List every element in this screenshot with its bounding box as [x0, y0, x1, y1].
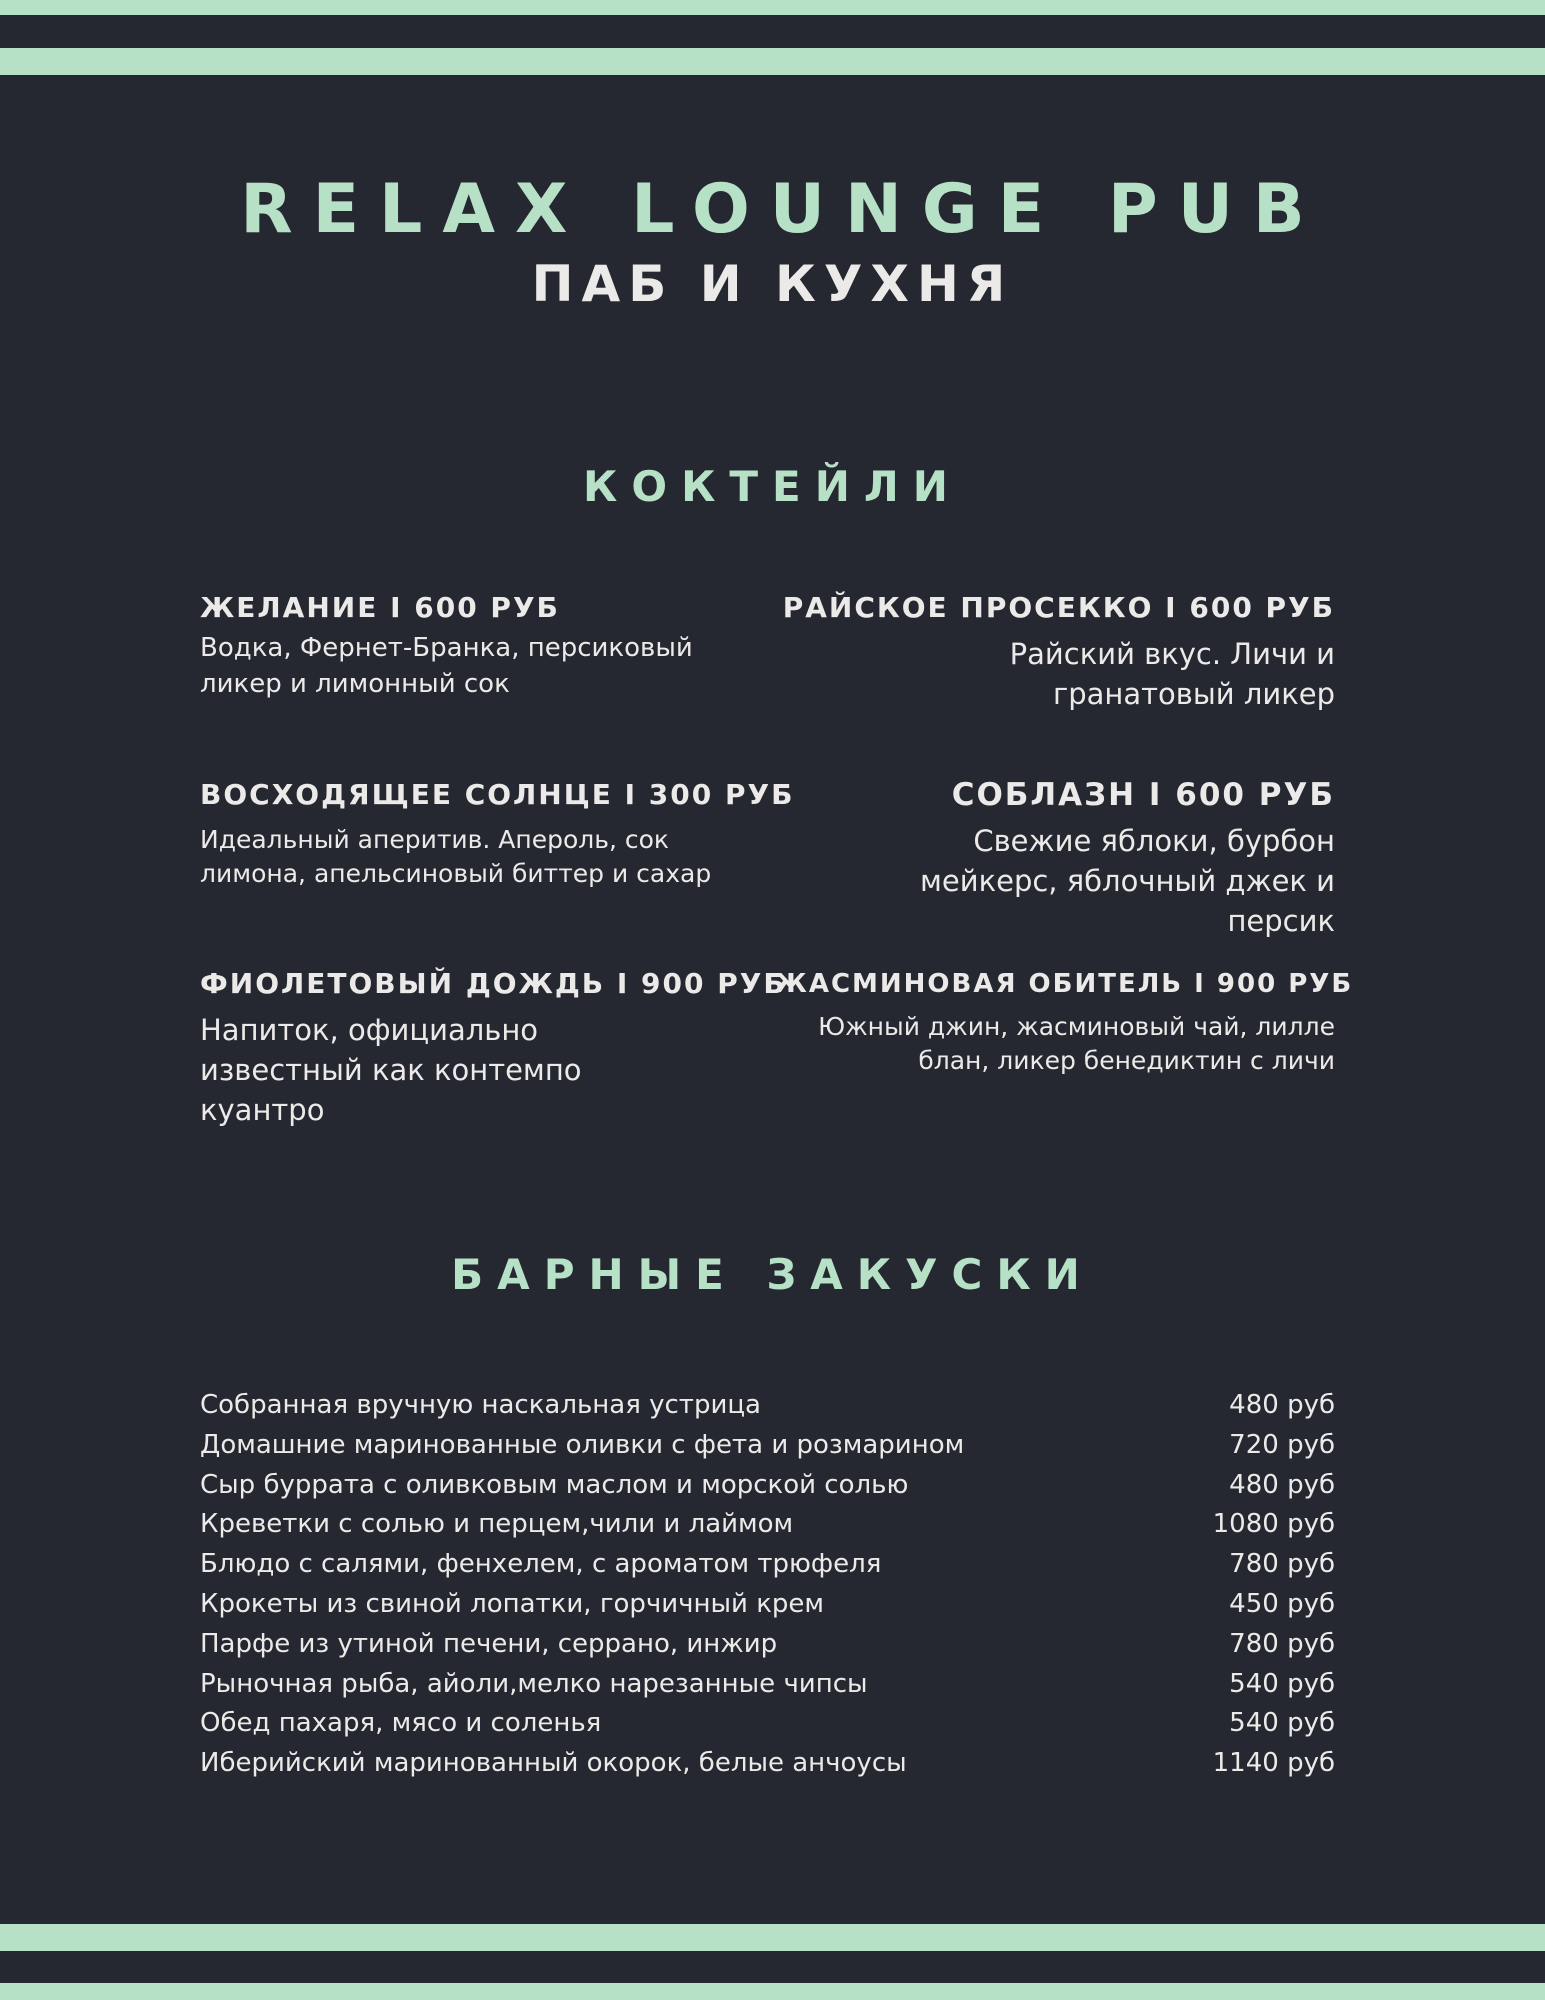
snack-row: [200, 1744, 1335, 1784]
snack-row: [200, 1704, 1335, 1744]
snack-price: 480 руб: [1229, 1469, 1335, 1500]
cocktail-item: [200, 590, 760, 702]
snack-name: Сыр буррата с оливковым маслом и морской солью: [200, 1469, 909, 1500]
snack-row: [200, 1545, 1335, 1585]
snack-price: 480 руб: [1229, 1390, 1335, 1420]
cocktail-description: Свежие яблоки, бурбон мейкерс, яблочный джек и персик: [920, 824, 1335, 938]
snack-row: [200, 1505, 1335, 1545]
snack-price: 1080 руб: [1212, 1509, 1335, 1540]
cocktail-title: СОБЛАЗН I 600 РУБ: [951, 777, 1335, 813]
snack-price: 540 руб: [1229, 1708, 1335, 1739]
cocktail-description: Идеальный аперитив. Апероль, сок лимона, апельсиновый биттер и сахар: [200, 825, 712, 888]
cocktail-item: [775, 777, 1335, 941]
snack-row: [200, 1665, 1335, 1705]
cocktail-description: Напиток, официально известный как контемпо куантро: [200, 1013, 582, 1127]
brand-title: RELAX LOUNGE PUB: [240, 170, 1325, 249]
snack-name: Рыночная рыба, айоли,мелко нарезанные чипсы: [200, 1668, 868, 1699]
cocktail-title: ФИОЛЕТОВЫЙ ДОЖДЬ I 900 РУБ: [200, 967, 787, 1000]
snack-name: Парфе из утиной печени, серрано, инжир: [200, 1628, 778, 1659]
cocktail-description: Южный джин, жасминовый чай, лилле блан, ликер бенедиктин с личи: [818, 1012, 1335, 1075]
snack-price: 450 руб: [1229, 1588, 1335, 1619]
cocktail-description: Райский вкус. Личи и гранатовый ликер: [1009, 637, 1335, 711]
top-stripe-thin: [0, 0, 1545, 15]
snack-name: Иберийский маринованный окорок, белые анчоусы: [200, 1748, 907, 1779]
snacks-heading: БАРНЫЕ ЗАКУСКИ: [451, 1250, 1094, 1299]
snack-row: [200, 1585, 1335, 1625]
bottom-stripe-thin: [0, 1983, 1545, 2000]
cocktail-description: Водка, Фернет-Бранка, персиковый ликер и лимонный сок: [200, 633, 693, 699]
bottom-stripe-thick: [0, 1924, 1545, 1951]
cocktail-title: ВОСХОДЯЩЕЕ СОЛНЦЕ I 300 РУБ: [200, 778, 795, 811]
cocktail-title: РАЙСКОЕ ПРОСЕККО I 600 РУБ: [782, 591, 1335, 624]
cocktail-title: ЖЕЛАНИЕ I 600 РУБ: [200, 591, 560, 624]
snack-name: Креветки с солью и перцем,чили и лаймом: [200, 1509, 794, 1540]
cocktail-item: [200, 966, 787, 1130]
snack-price: 780 руб: [1229, 1628, 1335, 1659]
cocktail-item: [775, 966, 1354, 1078]
snack-name: Обед пахаря, мясо и соленья: [200, 1708, 602, 1739]
snack-row: [200, 1625, 1335, 1665]
snack-list: [200, 1386, 1335, 1784]
cocktails-heading: КОКТЕЙЛИ: [583, 462, 962, 511]
snack-name: Крокеты из свиной лопатки, горчичный крем: [200, 1588, 825, 1619]
cocktail-item: [775, 590, 1335, 714]
brand-subtitle: ПАБ И КУХНЯ: [531, 255, 1014, 313]
snack-price: 780 руб: [1229, 1549, 1335, 1580]
snack-price: 1140 руб: [1212, 1748, 1335, 1779]
snack-name: Собранная вручную наскальная устрица: [200, 1390, 761, 1420]
cocktail-title: ЖАСМИНОВАЯ ОБИТЕЛЬ I 900 РУБ: [775, 969, 1354, 999]
snack-row: [200, 1426, 1335, 1466]
top-stripe-thick: [0, 48, 1545, 75]
snack-name: Блюдо с салями, фенхелем, с ароматом трюфеля: [200, 1549, 882, 1580]
snack-name: Домашние маринованные оливки с фета и розмарином: [200, 1429, 965, 1460]
cocktail-item: [200, 777, 795, 891]
snack-row: [200, 1466, 1335, 1506]
snack-price: 720 руб: [1229, 1429, 1335, 1460]
snack-price: 540 руб: [1229, 1668, 1335, 1699]
snack-row: [200, 1386, 1335, 1426]
